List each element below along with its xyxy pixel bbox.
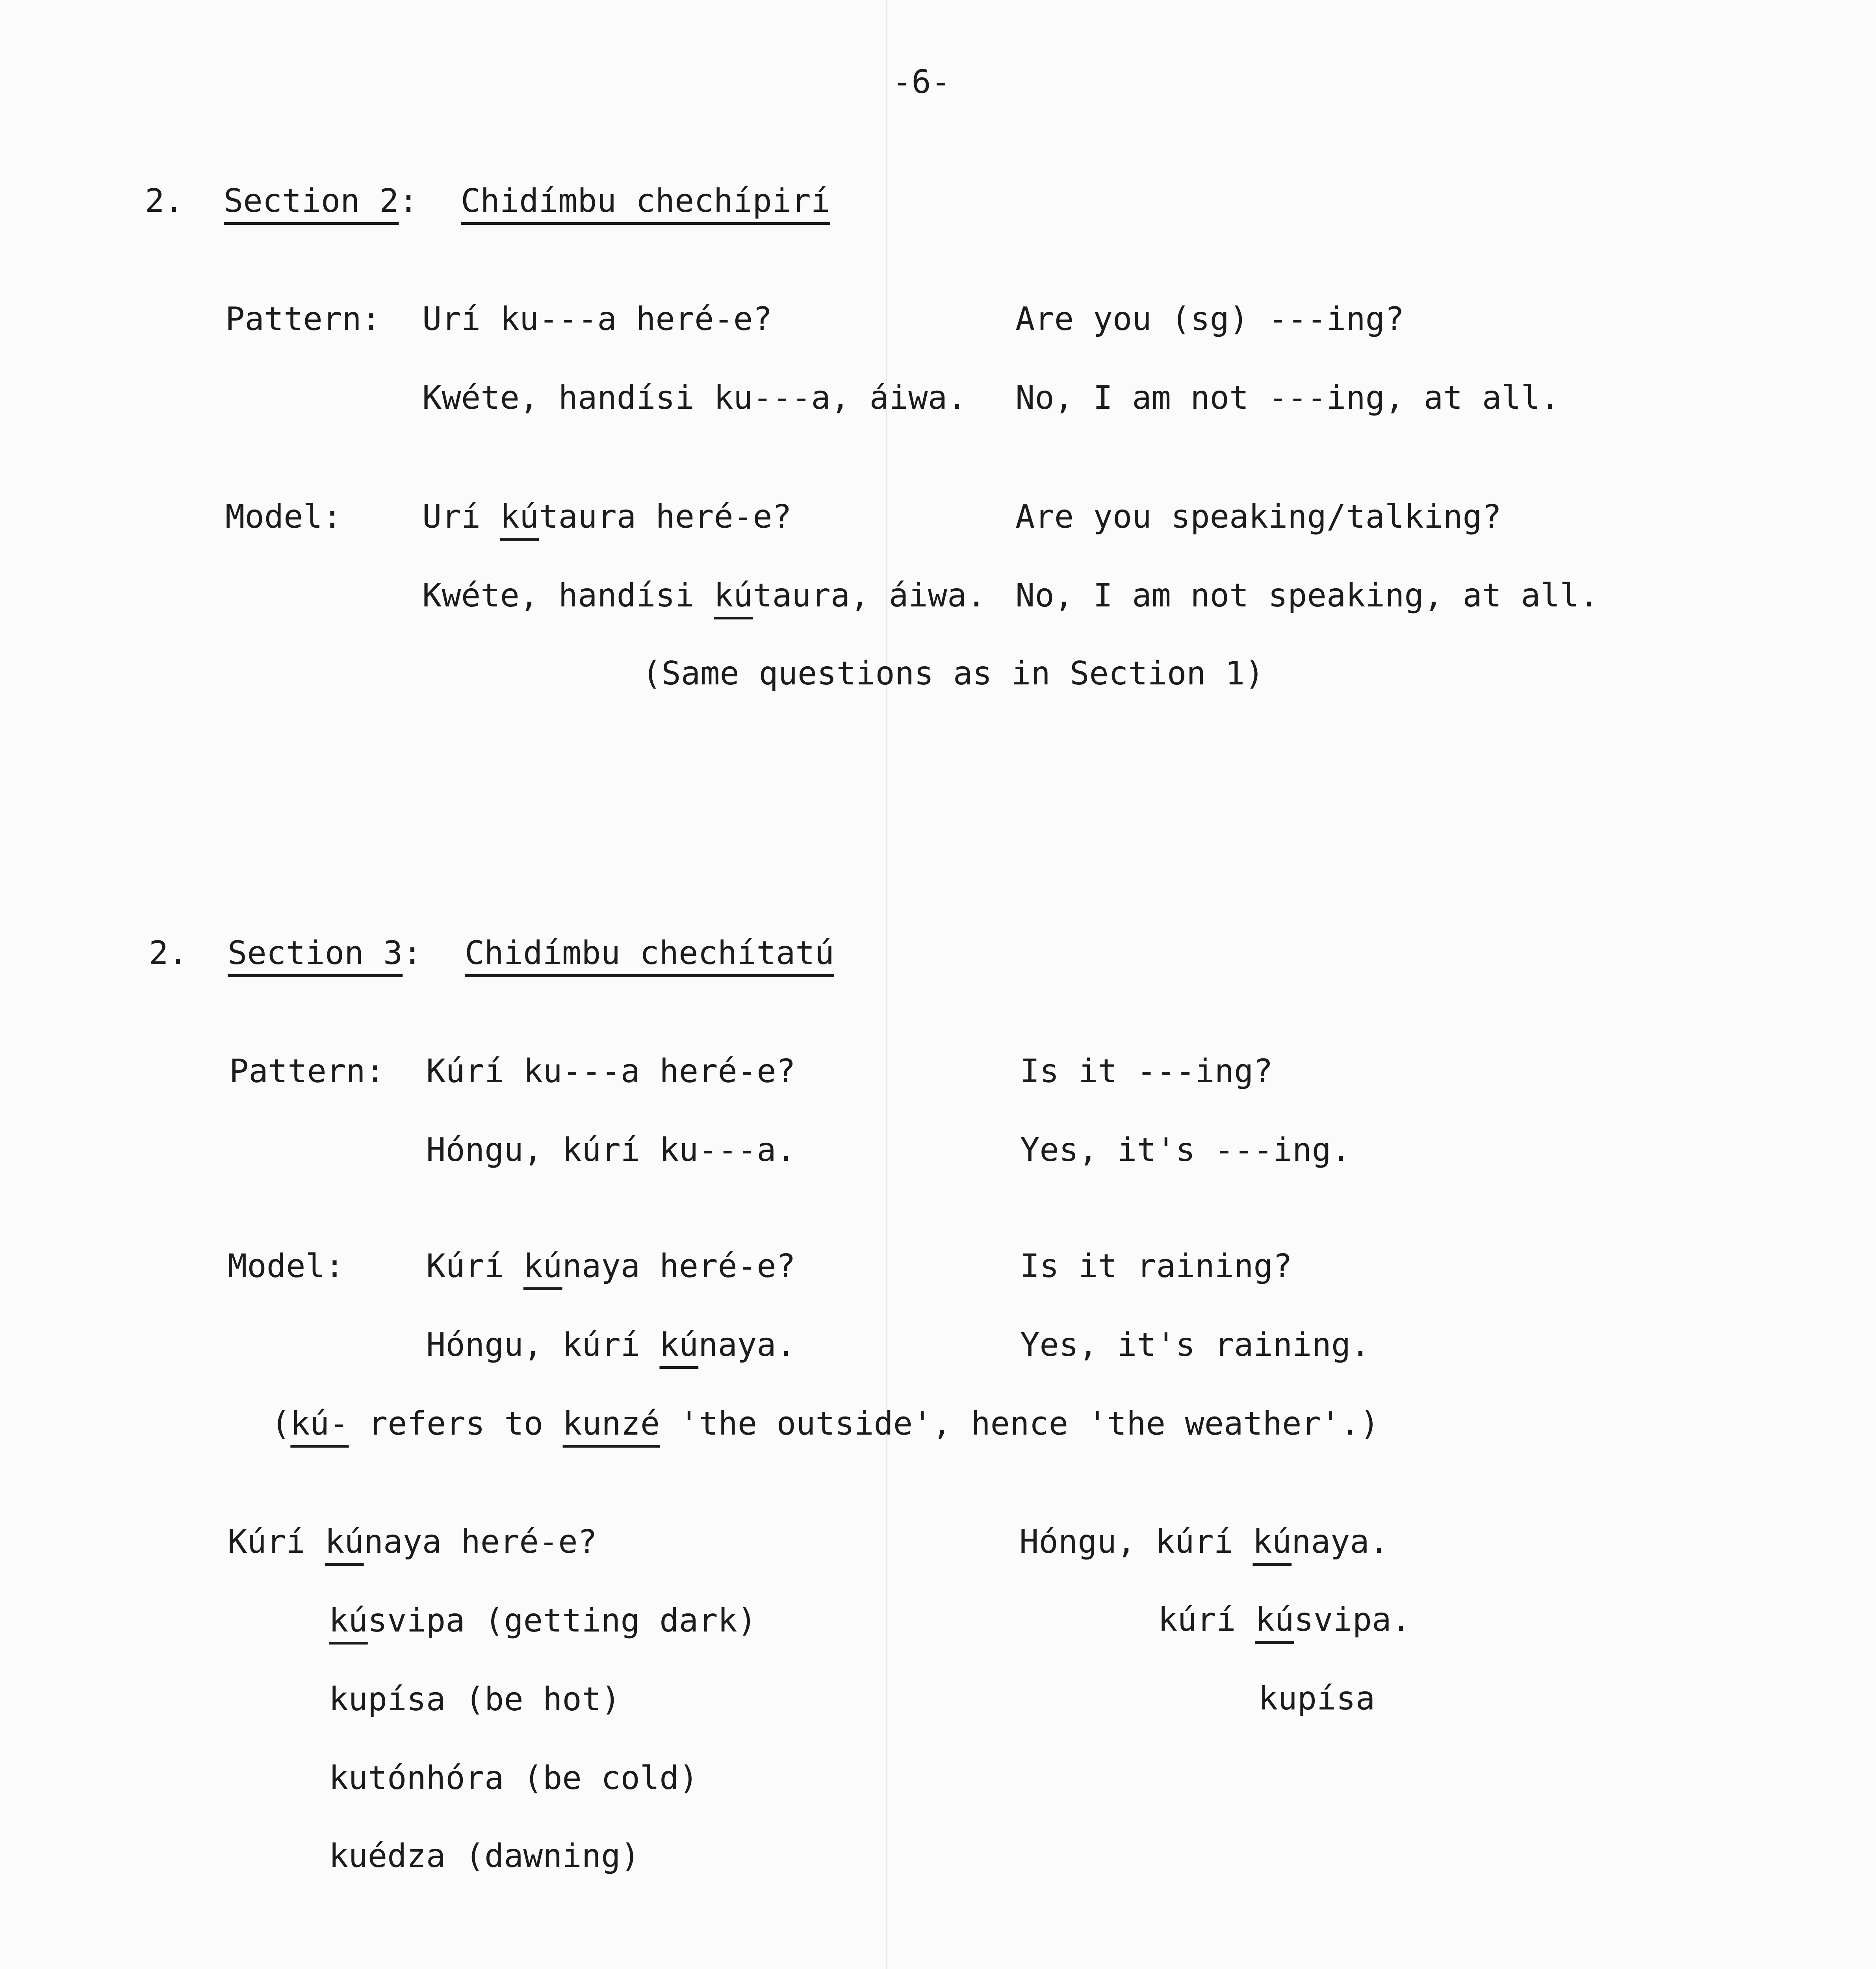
section3-pattern-question-english: Is it ---ing? xyxy=(1020,1053,1273,1090)
drill-answer-item-underlined: kú xyxy=(1255,1601,1294,1639)
drill-item xyxy=(329,1683,621,1716)
section3-heading xyxy=(228,934,422,972)
drill-item xyxy=(329,1602,757,1639)
section2-model-question xyxy=(422,498,792,536)
drill-item xyxy=(329,1759,698,1797)
drill-answer-underlined: kú xyxy=(1253,1523,1292,1561)
model-answer-underlined: kú xyxy=(714,577,753,614)
drill-answer-item-text: svipa. xyxy=(1294,1601,1411,1639)
section2-model-label: Model: xyxy=(225,498,342,536)
model-answer-suffix: taura, áiwa. xyxy=(753,577,986,614)
section3-pattern-question: Kúrí ku---a heré-e? xyxy=(426,1053,796,1090)
section3-model-answer xyxy=(426,1326,796,1364)
drill-item-text: svipa (getting dark) xyxy=(367,1602,757,1639)
section3-model-question-english: Is it raining? xyxy=(1020,1248,1293,1285)
drill-question-underlined: kú xyxy=(325,1523,364,1561)
section2-pattern-answer: Kwéte, handísi ku---a, áiwa. xyxy=(422,379,967,417)
drill-item-text: kutónhóra (be cold) xyxy=(329,1759,698,1797)
drill-item-text: kupísa (be hot) xyxy=(329,1681,621,1718)
scan-fold-line xyxy=(886,0,887,1969)
section3-model-question xyxy=(426,1250,796,1283)
section3-note xyxy=(271,1405,1380,1442)
note-open: ( xyxy=(271,1405,291,1442)
drill-item-text: kuédza (dawning) xyxy=(329,1837,640,1875)
section3-model-label: Model: xyxy=(228,1248,345,1285)
model-answer-prefix: Kwéte, handísi xyxy=(422,577,714,614)
section2-colon: : xyxy=(399,182,418,220)
section3-pattern-answer-english: Yes, it's ---ing. xyxy=(1020,1131,1351,1169)
section3-title: Chidímbu chechítatú xyxy=(465,934,834,972)
section3-model-answer-english: Yes, it's raining. xyxy=(1020,1326,1370,1364)
note-term-kunze: kunzé xyxy=(562,1405,660,1442)
model-question-suffix: taura heré-e? xyxy=(539,498,792,536)
model-answer-prefix: Hóngu, kúrí xyxy=(426,1326,660,1364)
drill-item xyxy=(329,1837,640,1875)
drill-answer-item-text: kupísa xyxy=(1258,1680,1375,1717)
note-middle: refers to xyxy=(349,1405,563,1442)
model-question-underlined: kú xyxy=(523,1248,562,1285)
model-answer-suffix: naya. xyxy=(698,1326,796,1364)
note-prefix-term: kú- xyxy=(290,1405,349,1442)
drill-answer-item-prefix: kúrí xyxy=(1158,1601,1255,1639)
section2-pattern-question: Urí ku---a heré-e? xyxy=(422,300,772,338)
note-rest: 'the outside', hence 'the weather'.) xyxy=(660,1405,1380,1442)
section2-model-question-english: Are you speaking/talking? xyxy=(1015,498,1502,536)
drill-answer-item xyxy=(1258,1680,1375,1717)
section3-label: Section 3 xyxy=(228,934,403,972)
section2-model-answer-english: No, I am not speaking, at all. xyxy=(1015,577,1599,614)
section3-pattern-label: Pattern: xyxy=(229,1053,385,1090)
section2-number: 2. xyxy=(145,182,184,220)
section2-model-answer xyxy=(422,577,986,614)
drill-question-prefix: Kúrí xyxy=(228,1523,325,1561)
drill-answer-item xyxy=(1158,1601,1411,1639)
drill-question-suffix: naya heré-e? xyxy=(364,1523,597,1561)
section2-note: (Same questions as in Section 1) xyxy=(642,655,1264,692)
drill-answer-suffix: naya. xyxy=(1291,1523,1389,1561)
page-number: -6- xyxy=(892,63,951,101)
drill-item-underlined: kú xyxy=(329,1602,368,1639)
drill-answer-prefix: Hóngu, kúrí xyxy=(1019,1523,1253,1561)
section3-pattern-answer: Hóngu, kúrí ku---a. xyxy=(426,1131,796,1169)
model-question-suffix: naya heré-e? xyxy=(562,1248,796,1285)
section2-title: Chidímbu chechípirí xyxy=(461,182,830,220)
model-answer-underlined: kú xyxy=(659,1326,699,1364)
section2-pattern-answer-english: No, I am not ---ing, at all. xyxy=(1015,379,1560,417)
section2-label: Section 2 xyxy=(224,182,399,220)
section3-colon: : xyxy=(403,934,422,972)
drill-question xyxy=(228,1523,597,1561)
model-question-prefix: Urí xyxy=(422,498,500,536)
model-question-underlined: kú xyxy=(500,498,539,536)
section2-pattern-question-english: Are you (sg) ---ing? xyxy=(1015,300,1405,338)
section3-number: 2. xyxy=(149,934,188,972)
section2-pattern-label: Pattern: xyxy=(225,300,381,338)
section2-heading xyxy=(224,182,418,220)
model-question-prefix: Kúrí xyxy=(426,1248,523,1285)
drill-answer xyxy=(1019,1523,1389,1561)
